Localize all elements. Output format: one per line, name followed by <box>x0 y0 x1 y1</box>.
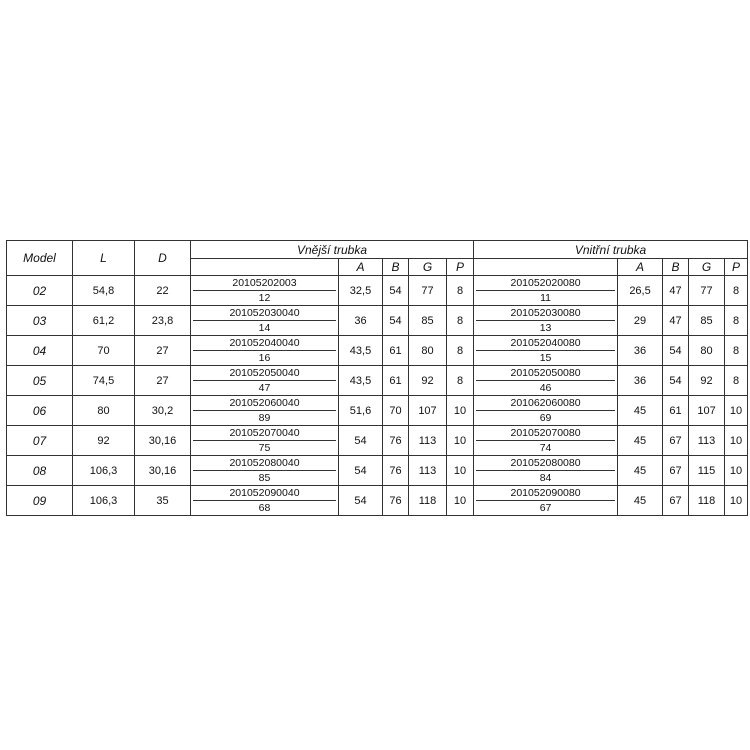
header-inner-g: G <box>689 259 725 276</box>
outer-p-cell: 8 <box>447 336 474 366</box>
d-cell: 27 <box>135 366 191 396</box>
model-cell: 09 <box>7 486 73 516</box>
l-cell: 70 <box>73 336 135 366</box>
outer-a-cell: 36 <box>339 306 383 336</box>
inner-code-cell <box>474 336 618 366</box>
part-number: 201052030040 <box>193 306 336 321</box>
part-sub-number: 13 <box>539 322 552 334</box>
table-row <box>7 486 748 516</box>
outer-p-cell: 8 <box>447 306 474 336</box>
inner-b-cell: 67 <box>663 486 689 516</box>
header-outer-p: P <box>447 259 474 276</box>
header-inner-b: B <box>663 259 689 276</box>
spec-table <box>6 240 748 516</box>
inner-b-cell: 61 <box>663 396 689 426</box>
outer-a-cell: 54 <box>339 486 383 516</box>
model-cell: 03 <box>7 306 73 336</box>
part-number: 201052080080 <box>476 456 615 471</box>
outer-g-cell: 118 <box>409 486 447 516</box>
inner-g-cell: 77 <box>689 276 725 306</box>
header-outer-b: B <box>383 259 409 276</box>
inner-a-cell: 45 <box>618 486 663 516</box>
model-cell: 06 <box>7 396 73 426</box>
outer-p-cell: 10 <box>447 396 474 426</box>
d-cell: 30,16 <box>135 456 191 486</box>
part-number: 20105202003 <box>193 276 336 291</box>
outer-code-cell <box>191 426 339 456</box>
model-cell: 04 <box>7 336 73 366</box>
d-cell: 30,16 <box>135 426 191 456</box>
outer-g-cell: 107 <box>409 396 447 426</box>
outer-g-cell: 113 <box>409 426 447 456</box>
inner-code-cell <box>474 456 618 486</box>
inner-a-cell: 29 <box>618 306 663 336</box>
part-sub-number: 89 <box>258 412 271 424</box>
table-row <box>7 276 748 306</box>
outer-code-cell <box>191 336 339 366</box>
part-number: 201062060080 <box>476 396 615 411</box>
part-sub-number: 11 <box>540 292 551 304</box>
part-number: 201052060040 <box>193 396 336 411</box>
outer-b-cell: 61 <box>383 336 409 366</box>
inner-code-cell <box>474 426 618 456</box>
inner-p-cell: 8 <box>725 366 748 396</box>
l-cell: 106,3 <box>73 456 135 486</box>
d-cell: 30,2 <box>135 396 191 426</box>
table-row <box>7 426 748 456</box>
part-number: 201052070080 <box>476 426 615 441</box>
header-l: L <box>73 241 135 276</box>
part-sub-number: 16 <box>258 352 271 364</box>
l-cell: 106,3 <box>73 486 135 516</box>
outer-b-cell: 76 <box>383 426 409 456</box>
model-cell: 05 <box>7 366 73 396</box>
part-number: 201052040040 <box>193 336 336 351</box>
table-row <box>7 366 748 396</box>
part-sub-number: 84 <box>539 472 552 484</box>
outer-code-cell <box>191 276 339 306</box>
outer-b-cell: 61 <box>383 366 409 396</box>
part-sub-number: 85 <box>258 472 271 484</box>
inner-code-cell <box>474 486 618 516</box>
part-number: 201052030080 <box>476 306 615 321</box>
model-cell: 02 <box>7 276 73 306</box>
inner-b-cell: 67 <box>663 456 689 486</box>
outer-a-cell: 43,5 <box>339 366 383 396</box>
header-d: D <box>135 241 191 276</box>
outer-g-cell: 80 <box>409 336 447 366</box>
part-number: 201052070040 <box>193 426 336 441</box>
d-cell: 23,8 <box>135 306 191 336</box>
part-sub-number: 47 <box>258 382 271 394</box>
header-outer-code-blank <box>191 259 339 276</box>
inner-p-cell: 10 <box>725 396 748 426</box>
inner-a-cell: 26,5 <box>618 276 663 306</box>
outer-code-cell <box>191 306 339 336</box>
header-model: Model <box>7 241 73 276</box>
part-number: 201052080040 <box>193 456 336 471</box>
part-number: 201052040080 <box>476 336 615 351</box>
inner-a-cell: 45 <box>618 396 663 426</box>
inner-b-cell: 47 <box>663 276 689 306</box>
header-inner-tube: Vnitřní trubka <box>474 241 748 259</box>
outer-code-cell <box>191 456 339 486</box>
outer-g-cell: 113 <box>409 456 447 486</box>
header-row-groups <box>7 241 748 259</box>
inner-p-cell: 8 <box>725 336 748 366</box>
header-outer-tube: Vnější trubka <box>191 241 474 259</box>
inner-b-cell: 67 <box>663 426 689 456</box>
header-inner-code-blank <box>474 259 618 276</box>
inner-code-cell <box>474 366 618 396</box>
inner-p-cell: 8 <box>725 306 748 336</box>
outer-a-cell: 54 <box>339 456 383 486</box>
inner-a-cell: 45 <box>618 426 663 456</box>
d-cell: 22 <box>135 276 191 306</box>
outer-g-cell: 92 <box>409 366 447 396</box>
inner-code-cell <box>474 396 618 426</box>
part-sub-number: 12 <box>258 292 271 304</box>
l-cell: 61,2 <box>73 306 135 336</box>
part-sub-number: 68 <box>258 502 271 514</box>
l-cell: 92 <box>73 426 135 456</box>
inner-g-cell: 80 <box>689 336 725 366</box>
header-inner-a: A <box>618 259 663 276</box>
outer-b-cell: 70 <box>383 396 409 426</box>
part-sub-number: 69 <box>539 412 552 424</box>
inner-g-cell: 115 <box>689 456 725 486</box>
outer-code-cell <box>191 486 339 516</box>
outer-p-cell: 10 <box>447 456 474 486</box>
part-number: 201052090080 <box>476 486 615 501</box>
inner-code-cell <box>474 276 618 306</box>
part-sub-number: 15 <box>539 352 552 364</box>
header-outer-a: A <box>339 259 383 276</box>
inner-p-cell: 10 <box>725 486 748 516</box>
inner-g-cell: 92 <box>689 366 725 396</box>
table-row <box>7 456 748 486</box>
header-inner-p: P <box>725 259 748 276</box>
outer-b-cell: 76 <box>383 456 409 486</box>
part-number: 201052050040 <box>193 366 336 381</box>
d-cell: 27 <box>135 336 191 366</box>
part-number: 201052020080 <box>476 276 615 291</box>
part-sub-number: 46 <box>539 382 552 394</box>
outer-a-cell: 51,6 <box>339 396 383 426</box>
inner-g-cell: 118 <box>689 486 725 516</box>
outer-a-cell: 32,5 <box>339 276 383 306</box>
inner-g-cell: 113 <box>689 426 725 456</box>
inner-code-cell <box>474 306 618 336</box>
outer-b-cell: 54 <box>383 276 409 306</box>
inner-p-cell: 10 <box>725 456 748 486</box>
d-cell: 35 <box>135 486 191 516</box>
table-row <box>7 306 748 336</box>
part-number: 201052090040 <box>193 486 336 501</box>
inner-g-cell: 85 <box>689 306 725 336</box>
model-cell: 08 <box>7 456 73 486</box>
l-cell: 54,8 <box>73 276 135 306</box>
outer-p-cell: 8 <box>447 366 474 396</box>
l-cell: 80 <box>73 396 135 426</box>
inner-a-cell: 36 <box>618 366 663 396</box>
part-sub-number: 67 <box>539 502 552 514</box>
part-sub-number: 14 <box>258 322 271 334</box>
outer-g-cell: 85 <box>409 306 447 336</box>
inner-a-cell: 36 <box>618 336 663 366</box>
outer-p-cell: 8 <box>447 276 474 306</box>
outer-code-cell <box>191 396 339 426</box>
outer-p-cell: 10 <box>447 426 474 456</box>
outer-b-cell: 54 <box>383 306 409 336</box>
inner-a-cell: 45 <box>618 456 663 486</box>
header-outer-g: G <box>409 259 447 276</box>
inner-b-cell: 54 <box>663 366 689 396</box>
inner-b-cell: 54 <box>663 336 689 366</box>
inner-g-cell: 107 <box>689 396 725 426</box>
part-sub-number: 75 <box>258 442 271 454</box>
outer-b-cell: 76 <box>383 486 409 516</box>
l-cell: 74,5 <box>73 366 135 396</box>
outer-a-cell: 54 <box>339 426 383 456</box>
outer-a-cell: 43,5 <box>339 336 383 366</box>
inner-b-cell: 47 <box>663 306 689 336</box>
outer-g-cell: 77 <box>409 276 447 306</box>
outer-p-cell: 10 <box>447 486 474 516</box>
part-number: 201052050080 <box>476 366 615 381</box>
outer-code-cell <box>191 366 339 396</box>
model-cell: 07 <box>7 426 73 456</box>
inner-p-cell: 8 <box>725 276 748 306</box>
table-row <box>7 336 748 366</box>
inner-p-cell: 10 <box>725 426 748 456</box>
table-row <box>7 396 748 426</box>
part-sub-number: 74 <box>539 442 552 454</box>
